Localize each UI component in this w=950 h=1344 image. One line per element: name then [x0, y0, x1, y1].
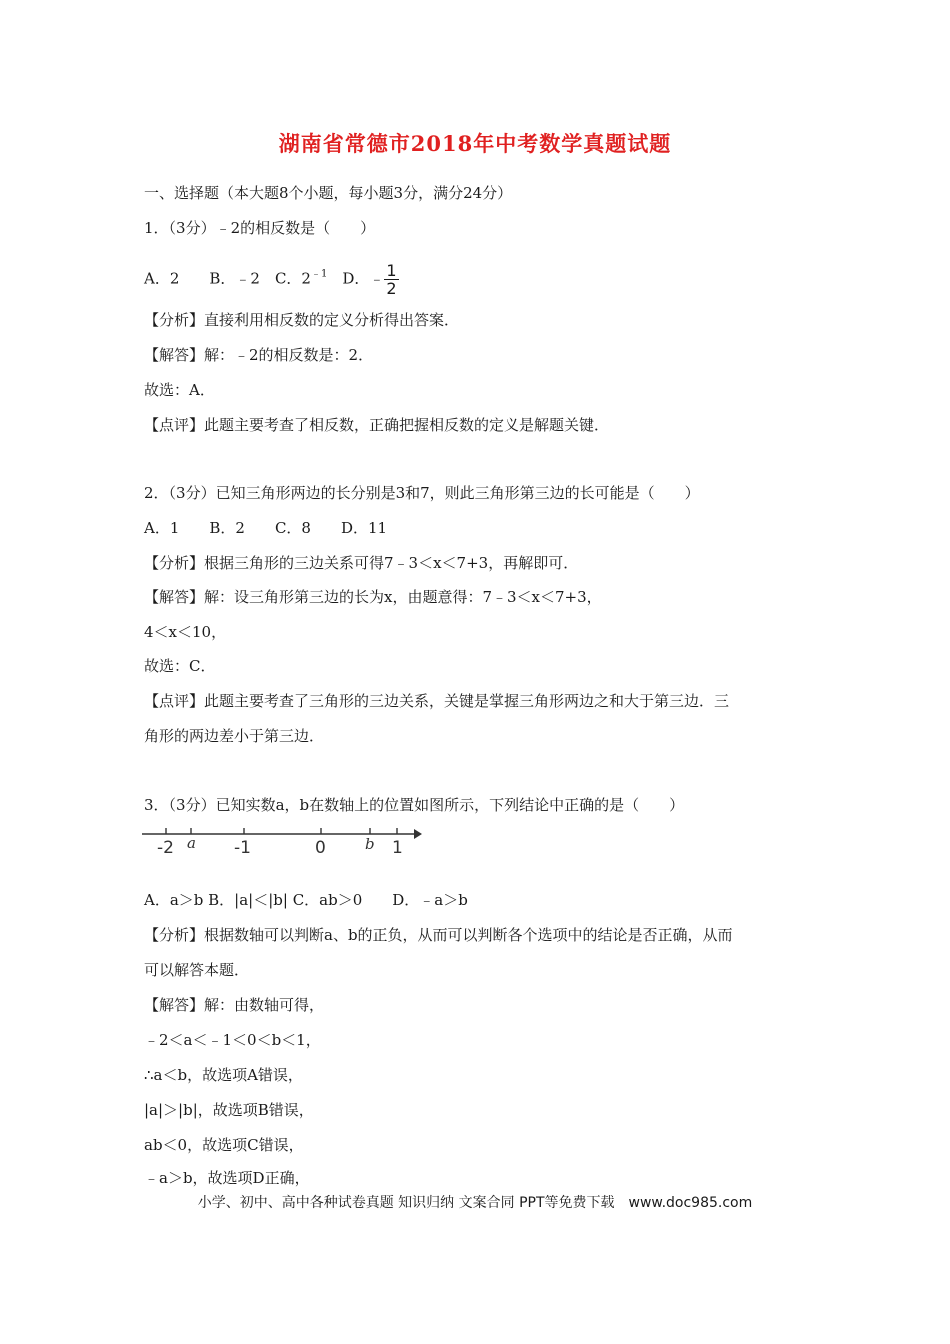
q1-fraction-denominator: 2: [386, 279, 397, 298]
q1-stem: 1．（3分）﹣2的相反数是（ ）: [144, 219, 376, 237]
number-line-figure: [140, 820, 430, 860]
q3-analysis-line1: 【分析】根据数轴可以判断a、b的正负，从而可以判断各个选项中的结论是否正确，从而: [144, 926, 733, 944]
q1-analysis: 【分析】直接利用相反数的定义分析得出答案．: [144, 311, 460, 329]
q2-analysis: 【分析】根据三角形的三边关系可得7﹣3＜x＜7+3，再解即可．: [144, 554, 579, 572]
q3-step-5: ﹣a＞b，故选项D正确，: [144, 1169, 310, 1187]
number-line-arrow: [414, 829, 422, 839]
q3-answer: 【解答】解：由数轴可得，: [144, 996, 325, 1014]
label-minus-2: -2: [157, 838, 174, 858]
page-title: 湖南省常德市2018年中考数学真题试题: [278, 131, 672, 156]
label-zero: 0: [315, 838, 326, 858]
q2-options: A．1 B．2 C．8 D．11: [144, 519, 388, 537]
q1-comment: 【点评】此题主要考查了相反数，正确把握相反数的定义是解题关键．: [144, 416, 610, 434]
q3-stem: 3．（3分）已知实数a，b在数轴上的位置如图所示，下列结论中正确的是（ ）: [144, 796, 685, 814]
label-b: b: [365, 835, 375, 853]
q1-fraction-numerator: 1: [386, 261, 397, 280]
label-minus-1: -1: [234, 838, 251, 858]
q1-options-abc: A．2 B．﹣2 C．2: [144, 269, 311, 288]
q1-option-d: D．﹣: [327, 269, 385, 288]
q2-answer-step: 4＜x＜10，: [144, 623, 227, 641]
q1-option-c-exponent: ﹣1: [310, 268, 328, 280]
q2-answer: 【解答】解：设三角形第三边的长为x，由题意得：7﹣3＜x＜7+3，: [144, 588, 602, 606]
label-one: 1: [392, 838, 403, 858]
q3-step-3: |a|＞|b|，故选项B错误，: [144, 1101, 314, 1119]
section-heading: 一、选择题（本大题8个小题，每小题3分，满分24分）: [144, 184, 513, 202]
page-footer: 小学、初中、高中各种试卷真题 知识归纳 文案合同 PPT等免费下载 www.doc985.com: [197, 1195, 753, 1211]
label-a: a: [187, 834, 196, 852]
q1-fraction: [384, 262, 398, 297]
q1-answer: 【解答】解：﹣2的相反数是：2．: [144, 346, 374, 364]
q3-options: A．a＞b B．|a|＜|b| C．ab＞0 D．﹣a＞b: [144, 891, 468, 909]
q3-step-2: ∴a＜b，故选项A错误，: [144, 1066, 303, 1084]
q2-stem: 2．（3分）已知三角形两边的长分别是3和7，则此三角形第三边的长可能是（ ）: [144, 484, 700, 502]
q3-step-1: ﹣2＜a＜﹣1＜0＜b＜1，: [144, 1031, 321, 1049]
q3-analysis-line2: 可以解答本题．: [144, 961, 250, 979]
q2-choice: 故选：C．: [144, 657, 216, 675]
q1-options: [144, 262, 399, 297]
q2-comment-line2: 角形的两边差小于第三边．: [144, 727, 325, 745]
q1-choice: 故选：A．: [144, 381, 215, 399]
q3-step-4: ab＜0，故选项C错误，: [144, 1136, 304, 1154]
q2-comment-line1: 【点评】此题主要考查了三角形的三边关系，关键是掌握三角形两边之和大于第三边．三: [144, 692, 730, 710]
